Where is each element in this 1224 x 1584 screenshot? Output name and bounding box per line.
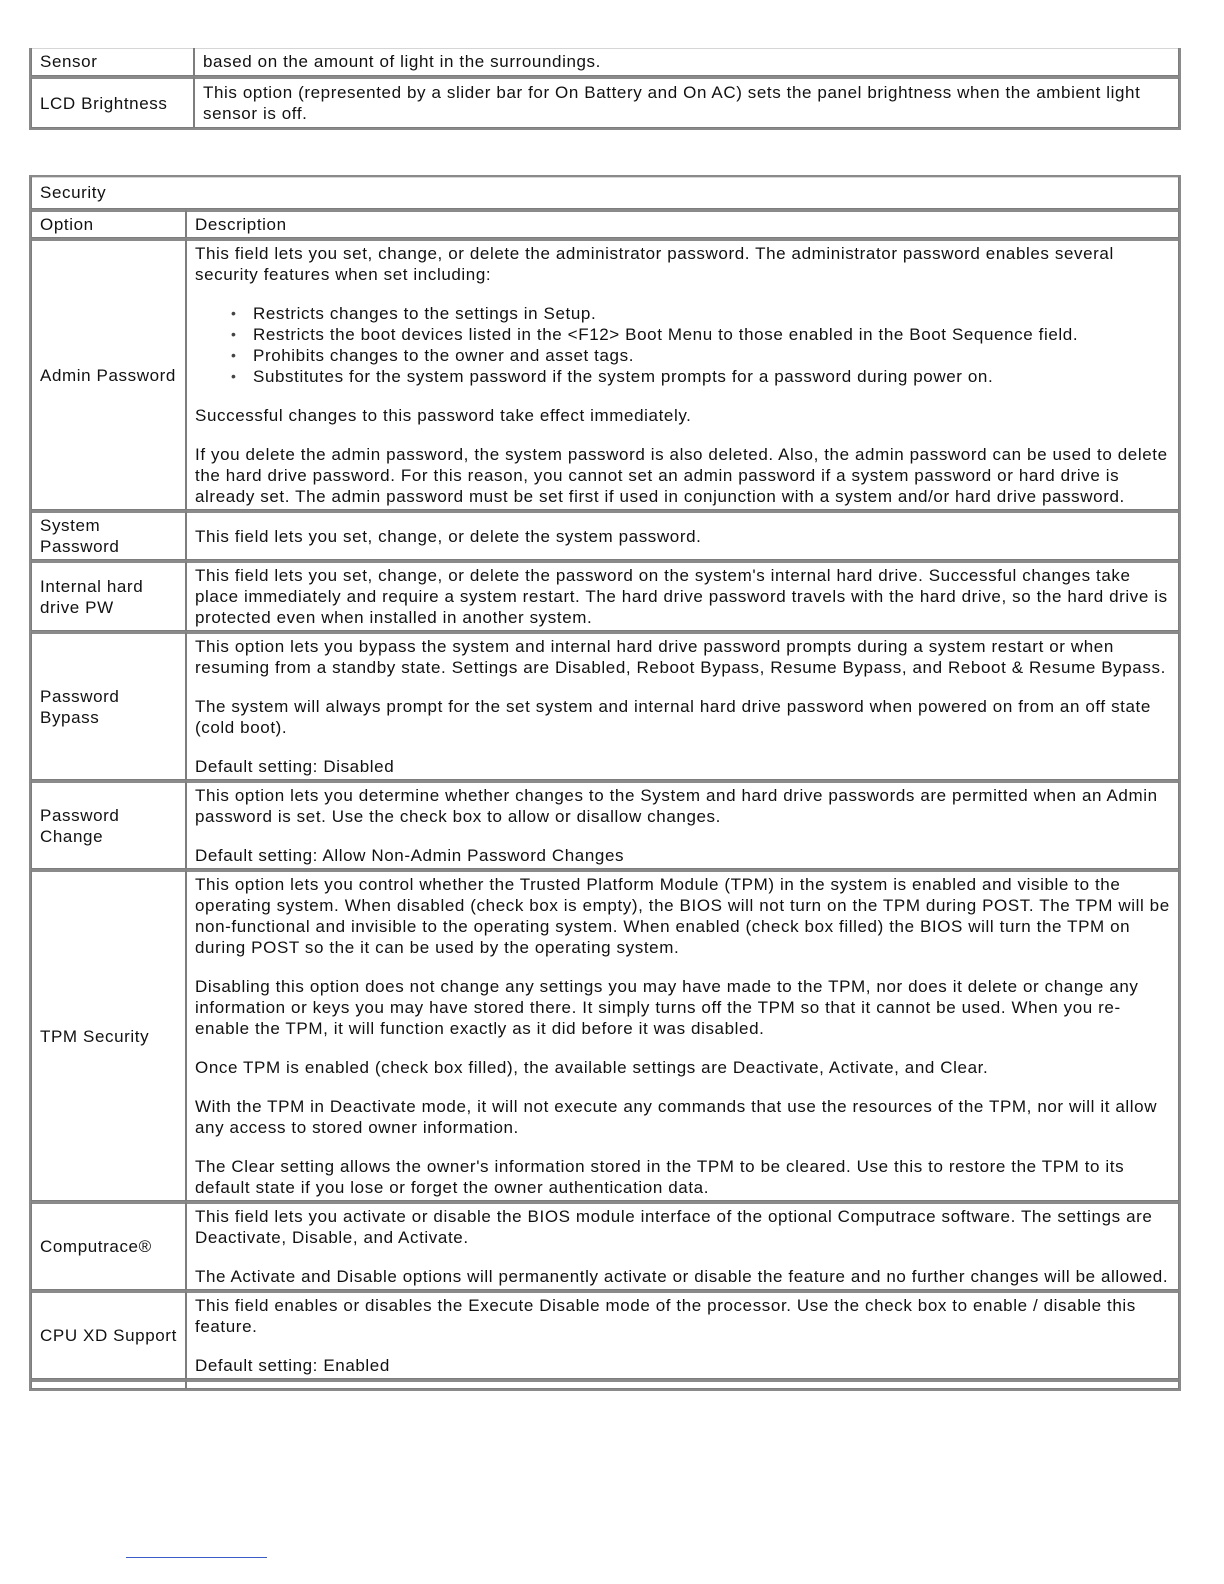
list-item-text: Substitutes for the system password if the system prompts for a password during power on. (253, 367, 994, 386)
description-cell (186, 780, 1179, 869)
option-cell: System Password (31, 510, 186, 560)
description-cell (186, 1290, 1179, 1379)
settings-table-continued (29, 48, 1181, 130)
table-title: Security (31, 177, 1179, 209)
list-item (231, 324, 1170, 345)
option-cell: Password Change (31, 780, 186, 869)
description-cell: This field lets you set, change, or delete the password on the system's internal hard drive. Successful changes take place immediately and require a system restart. The hard drive password travels with the hard drive, so the hard drive is protected even when installed in another system. (186, 560, 1179, 631)
option-cell: CPU XD Support (31, 1290, 186, 1379)
table-row (31, 76, 1179, 128)
option-cell: LCD Brightness (31, 76, 194, 128)
table-row (31, 48, 1179, 76)
paragraph: The system will always prompt for the set system and internal hard drive password when powered on from an off state (cold boot). (195, 697, 1151, 737)
paragraph: This field enables or disables the Execute Disable mode of the processor. Use the check box to enable / disable this feature. (195, 1296, 1136, 1336)
description-cell (186, 1201, 1179, 1290)
list-item (231, 366, 1170, 387)
list-item (231, 345, 1170, 366)
option-cell: TPM Security (31, 869, 186, 1201)
table-row-password-change (31, 780, 1179, 869)
option-cell: Computrace® (31, 1201, 186, 1290)
paragraph: With the TPM in Deactivate mode, it will not execute any commands that use the resources of the TPM, nor will it allow any access to stored owner information. (195, 1097, 1158, 1137)
description-cell: This field lets you set, change, or delete the system password. (186, 510, 1179, 560)
option-cell: Admin Password (31, 238, 186, 510)
security-table (29, 175, 1181, 1391)
description-cell (186, 238, 1179, 510)
option-cell: Internal hard drive PW (31, 560, 186, 631)
paragraph: This option lets you bypass the system and internal hard drive password prompts during a system restart or when resuming from a standby state. Settings are Disabled, Reboot Bypass, Resume Bypass, and Reboot & Resume Bypass. (195, 637, 1166, 677)
list-item-text: Restricts the boot devices listed in the <F12> Boot Menu to those enabled in the Boot Sequence field. (253, 325, 1079, 344)
default-setting: Default setting: Enabled (195, 1356, 390, 1375)
bullet-icon: • (231, 326, 237, 342)
option-cell: Password Bypass (31, 631, 186, 780)
default-setting: Default setting: Allow Non-Admin Password Changes (195, 846, 625, 865)
description-cell: based on the amount of light in the surroundings. (194, 48, 1179, 76)
paragraph: This option lets you control whether the Trusted Platform Module (TPM) in the system is enabled and visible to the operating system. When disabled (check box is empty), the BIOS will not turn on the TPM during POST. The TPM will be non-functional and invisible to the operating system. When enabled (check box filled) the BIOS will turn the TPM on during POST so the it can be used by the operating system. (195, 875, 1170, 957)
table-title-row (31, 177, 1179, 209)
default-setting: Default setting: Disabled (195, 757, 395, 776)
paragraph: Disabling this option does not change any settings you may have made to the TPM, nor does it delete or change any information or keys you may have stored there. It simply turns off the TPM so that it cannot be used. When you re-enable the TPM, it will function exactly as it did before it was disabled. (195, 977, 1139, 1038)
option-cell: Sensor (31, 48, 194, 76)
paragraph: The Activate and Disable options will permanently activate or disable the feature and no further changes will be allowed. (195, 1267, 1169, 1286)
column-header-option: Option (31, 209, 186, 238)
table-row-cpu-xd-support (31, 1290, 1179, 1379)
paragraph: This option lets you determine whether changes to the System and hard drive passwords are permitted when an Admin password is set. Use the check box to allow or disallow changes. (195, 786, 1158, 826)
table-row-admin-password (31, 238, 1179, 510)
table-row-system-password (31, 510, 1179, 560)
description-cell (186, 869, 1179, 1201)
paragraph: This field lets you set, change, or delete the administrator password. The administrator password enables several security features when set including: (195, 244, 1114, 284)
list-item-text: Restricts changes to the settings in Setup. (253, 304, 597, 323)
table-row-tpm-security (31, 869, 1179, 1201)
table-row-password-bypass (31, 631, 1179, 780)
table-row-internal-hard-drive-pw (31, 560, 1179, 631)
bullet-icon: • (231, 368, 237, 384)
paragraph: This field lets you activate or disable the BIOS module interface of the optional Computrace software. The settings are Deactivate, Disable, and Activate. (195, 1207, 1153, 1247)
column-header-description: Description (186, 209, 1179, 238)
feature-list (195, 303, 1170, 387)
paragraph: If you delete the admin password, the system password is also deleted. Also, the admin password can be used to delete the hard drive password. For this reason, you cannot set an admin password if a system password or hard drive is already set. The admin password must be set first if used in conjunction with a system and/or hard drive password. (195, 445, 1168, 506)
footer-link-underline[interactable] (126, 1557, 267, 1558)
bullet-icon: • (231, 347, 237, 363)
paragraph: Once TPM is enabled (check box filled), the available settings are Deactivate, Activate, and Clear. (195, 1058, 989, 1077)
table-header-row (31, 209, 1179, 238)
empty-cell (186, 1379, 1179, 1389)
bullet-icon: • (231, 305, 237, 321)
list-item-text: Prohibits changes to the owner and asset tags. (253, 346, 635, 365)
description-cell: This option (represented by a slider bar for On Battery and On AC) sets the panel brightness when the ambient light sensor is off. (194, 76, 1179, 128)
paragraph: Successful changes to this password take effect immediately. (195, 406, 692, 425)
paragraph: The Clear setting allows the owner's information stored in the TPM to be cleared. Use this to restore the TPM to its default state if you lose or forget the owner authentication data. (195, 1157, 1125, 1197)
empty-cell (31, 1379, 186, 1389)
table-row-computrace (31, 1201, 1179, 1290)
list-item (231, 303, 1170, 324)
table-row-cut-off (31, 1379, 1179, 1389)
description-cell (186, 631, 1179, 780)
